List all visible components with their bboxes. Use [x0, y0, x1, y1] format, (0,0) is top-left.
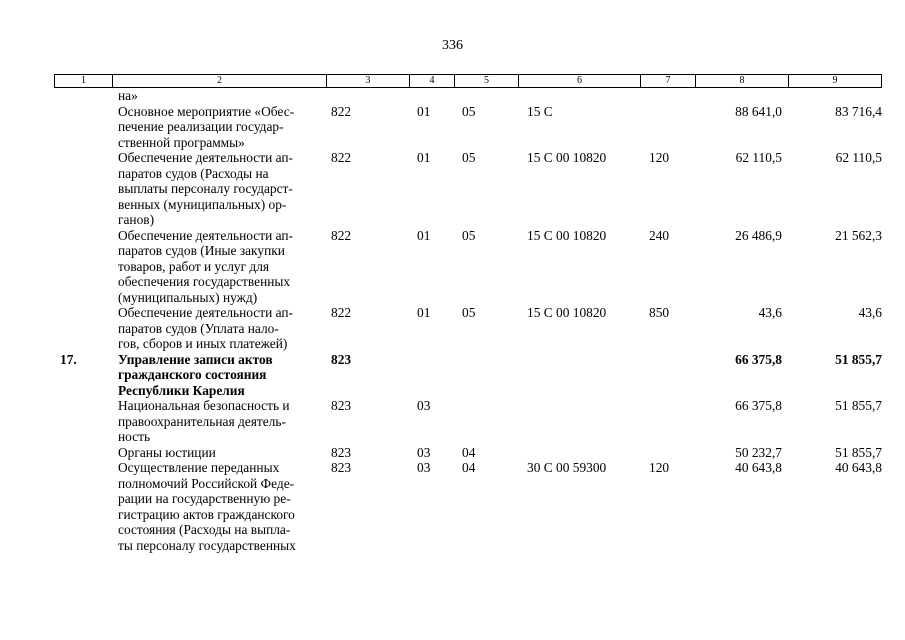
- amount-column-8: 66 375,8: [735, 398, 782, 413]
- row-name: Обеспечение деятельности ап- паратов судов (Уплата нало- гов, сборов и иных платежей): [118, 305, 294, 351]
- column-header-3: 3: [327, 75, 410, 88]
- column-header-1: 1: [55, 75, 113, 88]
- amount-column-9: 83 716,4: [835, 103, 882, 119]
- table-row: [0, 88, 905, 104]
- table-row: [0, 150, 905, 228]
- amount-column-9: 21 562,3: [835, 227, 882, 243]
- amount-column-8: 66 375,8: [735, 351, 782, 367]
- column-header-5: 5: [455, 75, 519, 88]
- amount-column-8: 43,6: [758, 305, 782, 320]
- ministry-code: 823: [331, 460, 352, 475]
- section-code: 01: [417, 103, 431, 119]
- expense-type-code: 240: [649, 227, 670, 243]
- target-article-code: 15 С 00 10820: [527, 305, 607, 320]
- table-row: [0, 104, 905, 151]
- subsection-code: 04: [462, 444, 476, 460]
- subsection-code: 05: [462, 103, 476, 119]
- ministry-code: 823: [331, 398, 352, 413]
- column-header-8: 8: [696, 75, 789, 88]
- expense-type-code: 120: [649, 150, 670, 165]
- table-row: [0, 398, 905, 445]
- row-number: 17.: [60, 351, 77, 367]
- column-header-7: 7: [641, 75, 696, 88]
- table-row: [0, 445, 905, 461]
- column-header-4: 4: [410, 75, 455, 88]
- page-number: 336: [442, 38, 463, 53]
- amount-column-9: 51 855,7: [835, 444, 882, 460]
- ministry-code: 822: [331, 103, 352, 119]
- row-name: Органы юстиции: [118, 444, 216, 460]
- amount-column-8: 62 110,5: [735, 150, 782, 165]
- row-name: Национальная безопасность и правоохранительная деятель- ность: [118, 398, 290, 444]
- section-code: 01: [417, 150, 431, 165]
- row-name: Осуществление переданных полномочий Российской Феде- рации на государственную ре- гистрацию актов гражданского состояния (Расходы на выпла- ты персоналу государственных: [118, 460, 296, 553]
- section-code: 01: [417, 227, 431, 243]
- expense-type-code: 120: [649, 460, 670, 475]
- expense-type-code: 850: [649, 305, 670, 320]
- amount-column-8: 88 641,0: [735, 103, 782, 119]
- target-article-code: 15 С: [527, 103, 553, 119]
- amount-column-9: 51 855,7: [835, 398, 882, 413]
- column-header-row: [54, 74, 882, 88]
- row-name: Обеспечение деятельности ап- паратов судов (Расходы на выплаты персоналу государст- венных (муниципальных) ор- ганов): [118, 150, 294, 227]
- amount-column-9: 43,6: [858, 305, 882, 320]
- row-name: на»: [118, 88, 138, 103]
- row-name: Обеспечение деятельности ап- паратов судов (Иные закупки товаров, работ и услуг для обеспечения государственных (муниципальных) нужд): [118, 227, 294, 305]
- target-article-code: 15 С 00 10820: [527, 150, 607, 165]
- subsection-code: 04: [462, 460, 476, 475]
- section-code: 01: [417, 305, 431, 320]
- amount-column-8: 50 232,7: [735, 444, 782, 460]
- amount-column-9: 40 643,8: [835, 460, 882, 475]
- section-code: 03: [417, 398, 431, 413]
- amount-column-8: 40 643,8: [735, 460, 782, 475]
- ministry-code: 822: [331, 150, 352, 165]
- ministry-code: 823: [331, 351, 352, 367]
- ministry-code: 823: [331, 444, 352, 460]
- column-header-2: 2: [113, 75, 327, 88]
- amount-column-9: 62 110,5: [835, 150, 882, 165]
- subsection-code: 05: [462, 150, 476, 165]
- section-code: 03: [417, 444, 431, 460]
- ministry-code: 822: [331, 227, 352, 243]
- table-row: [0, 460, 905, 553]
- row-name: Управление записи актов гражданского состояния Республики Карелия: [118, 351, 273, 398]
- table-row: [0, 305, 905, 352]
- subsection-code: 05: [462, 305, 476, 320]
- table-row: [0, 352, 905, 399]
- row-name: Основное мероприятие «Обес- печение реализации государ- ственной программы»: [118, 103, 295, 150]
- ministry-code: 822: [331, 305, 352, 320]
- section-code: 03: [417, 460, 431, 475]
- amount-column-9: 51 855,7: [835, 351, 882, 367]
- subsection-code: 05: [462, 227, 476, 243]
- budget-table-body: [0, 88, 905, 553]
- table-row: [0, 228, 905, 306]
- target-article-code: 30 С 00 59300: [527, 460, 607, 475]
- column-header-6: 6: [519, 75, 641, 88]
- column-header-9: 9: [789, 75, 882, 88]
- amount-column-8: 26 486,9: [735, 227, 782, 243]
- target-article-code: 15 С 00 10820: [527, 227, 607, 243]
